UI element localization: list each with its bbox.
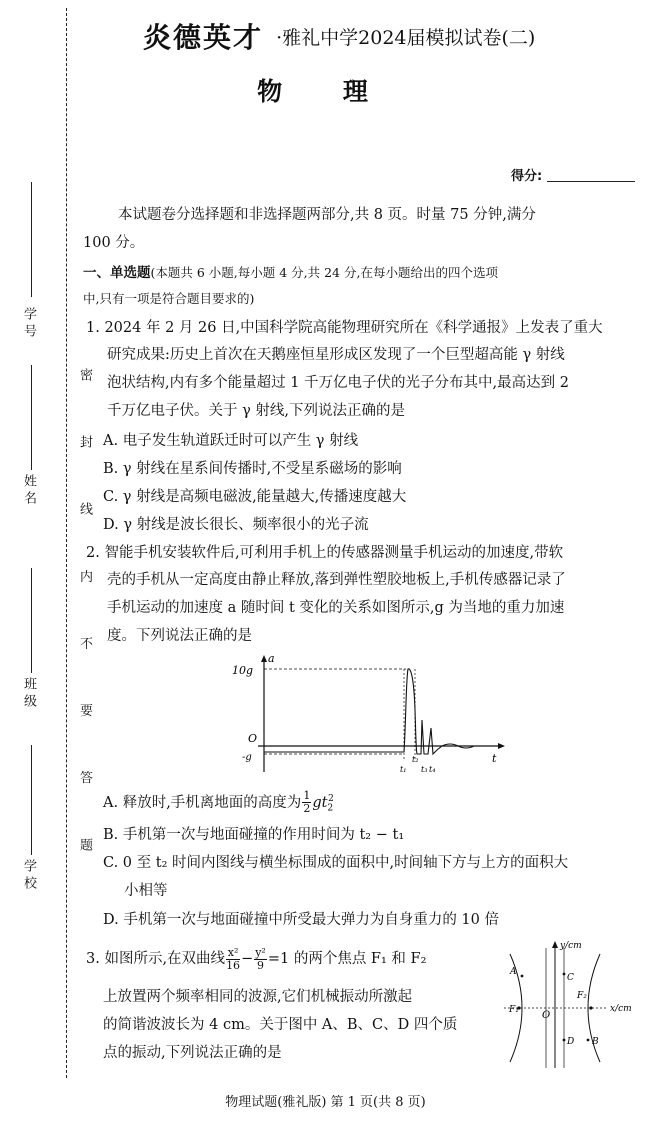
q2-option-a-tail: gt (312, 794, 328, 811)
q3-prefix: 3. 如图所示,在双曲线 (86, 951, 226, 967)
frac-num: 1 (303, 789, 311, 803)
q3-hyperbola-figure (500, 936, 645, 1071)
fig-d-label: D (567, 1037, 575, 1047)
q3-fraction-1 (226, 947, 240, 972)
section-title: 一、单选题 (83, 265, 151, 281)
fig-y-label: y/cm (560, 941, 582, 951)
fig-focus-f2 (589, 1006, 592, 1009)
q2-acceleration-graph (228, 650, 513, 775)
q2-option-a-fraction (302, 790, 311, 815)
subject-title: 物 理 (257, 77, 394, 106)
fig-point-d (563, 1039, 566, 1042)
q1-line-3: 泡状结构,内有多个能量超过 1 千万亿电子伏的光子分布其中,最高达到 2 (107, 375, 569, 391)
score-label: 得分: (511, 169, 543, 184)
header (143, 16, 623, 52)
q2-option-c-line-1: C. 0 至 t₂ 时间内图线与横坐标围成的面积中,时间轴下方与上方的面积大 (103, 855, 569, 871)
exam-title: ·雅礼中学2024届模拟试卷(二) (276, 27, 536, 49)
q3-line-1: 3. 如图所示,在双曲线 $\frac{\text{x²}}{16}$ − $\frac{\text{y²}}{9}$ =1 的两个焦点 F₁ 和 F₂ (86, 945, 427, 972)
field-label-student-id: 学 号 (21, 307, 36, 338)
graph-x-label: t (492, 752, 497, 765)
fig-point-b (587, 1039, 590, 1042)
binding-dashed-line (66, 8, 67, 1078)
field-student-id (22, 182, 35, 337)
q2-option-a-prefix: A. 释放时,手机离地面的高度为 (103, 794, 302, 811)
field-name (22, 365, 35, 504)
intro-line-1: 本试题卷分选择题和非选择题两部分,共 8 页。时量 75 分钟,满分 (118, 207, 536, 223)
q1-option-d: D. γ 射线是波长很长、频率很小的光子流 (103, 517, 369, 533)
fig-f2-label: F₂ (577, 991, 587, 1001)
graph-t1-label: t₁ (400, 765, 407, 774)
frac-den: 2 (303, 802, 311, 816)
intro-line-2: 100 分。 (83, 235, 145, 251)
fig-origin: O (542, 1010, 551, 1021)
fig-y-arrow (552, 941, 558, 948)
graph-y-label: a (268, 652, 275, 665)
q2-line-1: 2. 智能手机安装软件后,可利用手机上的传感器测量手机运动的加速度,带软 (86, 545, 564, 561)
fig-point-a (521, 975, 524, 978)
q2-line-2: 壳的手机从一定高度由静止释放,落到弹性塑胶地板上,手机传感器记录了 (107, 572, 566, 588)
fig-a-label: A (510, 967, 517, 977)
seal-notice: 密 封 线 内 不 要 答 题 (77, 368, 92, 876)
q2-option-b: B. 手机第一次与地面碰撞的作用时间为 t₂ − t₁ (103, 827, 405, 843)
fig-b-label: B (592, 1037, 599, 1047)
frac-den: 9 (257, 958, 265, 972)
section-desc-2: 中,只有一项是符合题目要求的) (83, 291, 255, 306)
graph-t3-label: t₃ (421, 765, 428, 774)
brand-logo: 炎德英才 (143, 21, 264, 54)
fig-c-label: C (567, 973, 574, 983)
q2-line-3: 手机运动的加速度 a 随时间 t 变化的关系如图所示,g 为当地的重力加速 (107, 600, 565, 616)
section-heading (83, 260, 498, 286)
graph-acceleration-curve (264, 669, 500, 754)
q1-option-b: B. γ 射线在星系间传播时,不受星系磁场的影响 (103, 461, 402, 477)
q3-line-2: 上放置两个频率相同的波源,它们机械振动所激起 (103, 989, 413, 1005)
fig-x-label: x/cm (610, 1004, 632, 1014)
section-desc-1: (本题共 6 小题,每小题 4 分,共 24 分,在每小题给出的四个选项 (150, 265, 498, 280)
graph-t2-label: t₂ (412, 755, 419, 764)
q2-option-a-sub: 2 (327, 803, 334, 814)
frac-num: y² (255, 945, 266, 959)
frac-num: x² (227, 945, 239, 959)
fig-point-c (563, 973, 566, 976)
q2-option-c-line-2: 小相等 (124, 883, 168, 899)
graph-y-arrow (261, 655, 267, 662)
q1-line-1: 1. 2024 年 2 月 26 日,中国科学院高能物理研究所在《科学通报》上发表了重大 (86, 320, 603, 336)
fig-f1-label: F₁ (509, 1005, 519, 1015)
score-blank (547, 181, 635, 182)
q3-line-3: 的简谐波波长为 4 cm。关于图中 A、B、C、D 四个质 (103, 1017, 458, 1033)
q2-option-d: D. 手机第一次与地面碰撞中所受最大弹力为自身重力的 10 倍 (103, 912, 499, 928)
page-footer: 物理试题(雅礼版) 第 1 页(共 8 页) (225, 1095, 426, 1110)
graph-origin: O (248, 732, 258, 745)
q1-line-4: 千万亿电子伏。关于 γ 射线,下列说法正确的是 (107, 403, 405, 419)
field-class (22, 568, 35, 707)
graph-y-bottom-label: -g (242, 752, 252, 763)
field-label-class: 班 级 (21, 677, 36, 708)
graph-t4-label: t₄ (429, 765, 436, 774)
graph-y-top-label: 10g (232, 664, 254, 677)
frac-den: 16 (226, 958, 241, 972)
q3-fraction-2 (254, 947, 267, 972)
field-school (22, 745, 35, 889)
field-label-school: 学 校 (21, 859, 36, 890)
q1-option-c: C. γ 射线是高频电磁波,能量越大,传播速度越大 (103, 489, 407, 505)
q3-line-4: 点的振动,下列说法正确的是 (103, 1045, 282, 1061)
q1-option-a: A. 电子发生轨道跃迁时可以产生 γ 射线 (103, 433, 359, 449)
q2-line-4: 度。下列说法正确的是 (107, 628, 252, 644)
q1-line-2: 研究成果:历史上首次在天鹅座恒星形成区发现了一个巨型超高能 γ 射线 (107, 347, 565, 363)
field-label-name: 姓 名 (21, 474, 36, 505)
q2-option-a (103, 786, 334, 822)
q3-eq-tail: =1 的两个焦点 F₁ 和 F₂ (267, 951, 427, 967)
q2-option-a-sup: 2 (328, 794, 334, 804)
